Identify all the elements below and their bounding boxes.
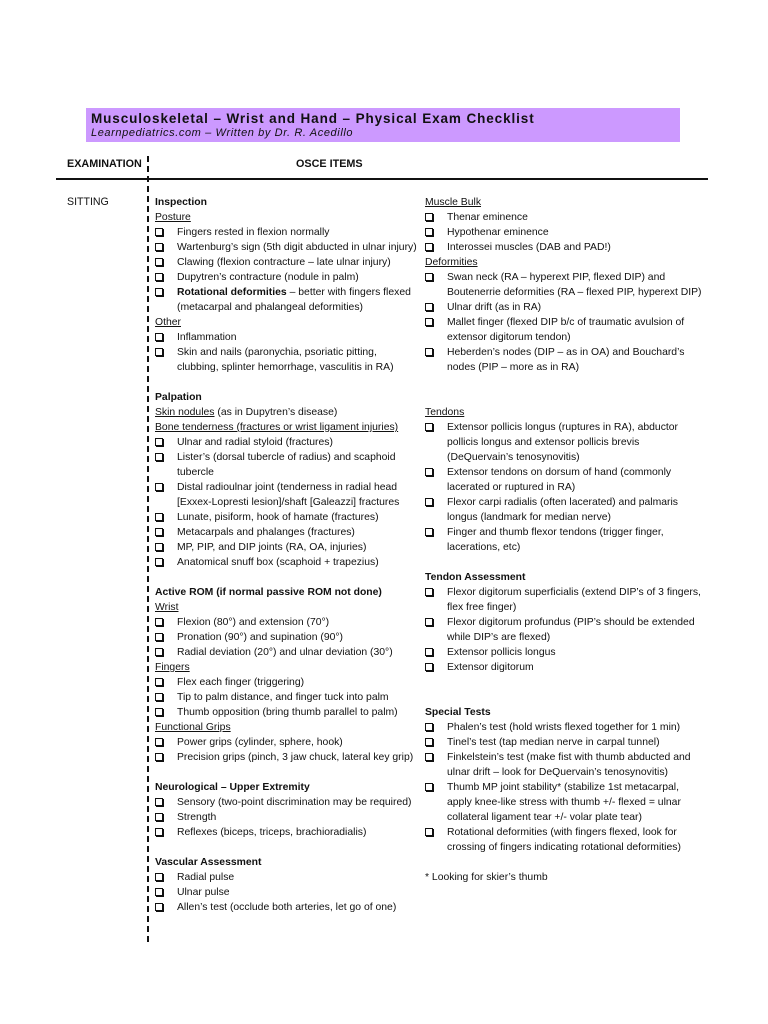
checklist-item: Pronation (90°) and supination (90°) <box>155 630 417 645</box>
checklist-item: Rotational deformities (with fingers flexed, look for crossing of fingers indicating rotational deformities) <box>425 825 705 855</box>
checkbox-icon[interactable] <box>155 483 163 491</box>
checkbox-icon[interactable] <box>155 453 163 461</box>
subsection-other: Other <box>155 317 181 328</box>
checklist-item: Wartenburg’s sign (5th digit abducted in ulnar injury) <box>155 240 417 255</box>
checklist-item: Distal radioulnar joint (tenderness in radial head [Exxex-Lopresti lesion]/shaft [Galeazzi] fractures <box>155 480 417 510</box>
checklist-item: Lister’s (dorsal tubercle of radius) and scaphoid tubercle <box>155 450 417 480</box>
checklist-item: Tinel’s test (tap median nerve in carpal tunnel) <box>425 735 705 750</box>
checklist-item: Reflexes (biceps, triceps, brachioradialis) <box>155 825 417 840</box>
subsection-tendons: Tendons <box>425 407 465 418</box>
checkbox-icon[interactable] <box>155 438 163 446</box>
subsection-posture: Posture <box>155 212 191 223</box>
checklist-item: Flexor carpi radialis (often lacerated) and palmaris longus (landmark for median nerve) <box>425 495 705 525</box>
checklist-item: Tip to palm distance, and finger tuck into palm <box>155 690 417 705</box>
subsection-functional-grips: Functional Grips <box>155 722 231 733</box>
checklist-item: Extensor tendons on dorsum of hand (commonly lacerated or ruptured in RA) <box>425 465 705 495</box>
checkbox-icon[interactable] <box>155 903 163 911</box>
checklist-item: Rotational deformities – better with fingers flexed (metacarpal and phalangeal deformities) <box>155 285 417 315</box>
checklist-item: Ulnar pulse <box>155 885 417 900</box>
checkbox-icon[interactable] <box>155 693 163 701</box>
section-palpation: Palpation <box>155 392 202 403</box>
checkbox-icon[interactable] <box>425 783 433 791</box>
checkbox-icon[interactable] <box>425 423 433 431</box>
document-title: Musculoskeletal – Wrist and Hand – Physical Exam Checklist <box>91 111 535 126</box>
special-tests-list <box>425 720 705 855</box>
checklist-item: Sensory (two-point discrimination may be required) <box>155 795 417 810</box>
checklist-item: Heberden’s nodes (DIP – as in OA) and Bouchard’s nodes (PIP – more as in RA) <box>425 345 705 375</box>
row-label-sitting: SITTING <box>67 196 109 208</box>
checklist-item: Dupytren’s contracture (nodule in palm) <box>155 270 417 285</box>
checkbox-icon[interactable] <box>155 648 163 656</box>
checkbox-icon[interactable] <box>155 708 163 716</box>
checklist-item: Strength <box>155 810 417 825</box>
checklist-item: Mallet finger (flexed DIP b/c of traumatic avulsion of extensor digitorum tendon) <box>425 315 705 345</box>
checkbox-icon[interactable] <box>155 528 163 536</box>
fingers-list <box>155 675 417 720</box>
checkbox-icon[interactable] <box>155 678 163 686</box>
section-vascular: Vascular Assessment <box>155 857 262 868</box>
checkbox-icon[interactable] <box>425 213 433 221</box>
other-list <box>155 330 417 375</box>
checkbox-icon[interactable] <box>425 348 433 356</box>
skin-nodules-line: Skin nodules (as in Dupytren’s disease) <box>155 407 338 418</box>
title-banner <box>86 108 680 142</box>
checkbox-icon[interactable] <box>425 723 433 731</box>
vascular-list <box>155 870 417 915</box>
checkbox-icon[interactable] <box>425 618 433 626</box>
checkbox-icon[interactable] <box>155 513 163 521</box>
checklist-item: Radial deviation (20°) and ulnar deviation (30°) <box>155 645 417 660</box>
checkbox-icon[interactable] <box>425 303 433 311</box>
tendon-assessment-list <box>425 585 705 675</box>
checklist-item: Finger and thumb flexor tendons (trigger finger, lacerations, etc) <box>425 525 705 555</box>
checkbox-icon[interactable] <box>425 318 433 326</box>
checkbox-icon[interactable] <box>155 558 163 566</box>
checklist-item: Thumb opposition (bring thumb parallel to palm) <box>155 705 417 720</box>
checkbox-icon[interactable] <box>155 813 163 821</box>
checklist-item: Extensor pollicis longus (ruptures in RA), abductor pollicis longus and extensor pollicis brevis (DeQuervain’s tenosynovitis) <box>425 420 705 465</box>
checkbox-icon[interactable] <box>425 663 433 671</box>
section-inspection: Inspection <box>155 197 207 208</box>
osce-column-header: OSCE ITEMS <box>296 158 363 170</box>
checklist-item: Precision grips (pinch, 3 jaw chuck, lateral key grip) <box>155 750 417 765</box>
checkbox-icon[interactable] <box>155 543 163 551</box>
checkbox-icon[interactable] <box>155 618 163 626</box>
examination-column-header: EXAMINATION <box>67 158 142 170</box>
subsection-fingers: Fingers <box>155 662 190 673</box>
checkbox-icon[interactable] <box>425 738 433 746</box>
checklist-item: Inflammation <box>155 330 417 345</box>
subsection-muscle-bulk: Muscle Bulk <box>425 197 482 208</box>
checklist-item: Anatomical snuff box (scaphoid + trapezius) <box>155 555 417 570</box>
checklist-item: Flexor digitorum profundus (PIP’s should be extended while DIP’s are flexed) <box>425 615 705 645</box>
checkbox-icon[interactable] <box>155 873 163 881</box>
checklist-item: Hypothenar eminence <box>425 225 705 240</box>
checkbox-icon[interactable] <box>155 258 163 266</box>
checkbox-icon[interactable] <box>155 228 163 236</box>
checkbox-icon[interactable] <box>425 228 433 236</box>
checkbox-icon[interactable] <box>155 348 163 356</box>
checklist-item: Phalen’s test (hold wrists flexed together for 1 min) <box>425 720 705 735</box>
checklist-item: Flex each finger (triggering) <box>155 675 417 690</box>
checkbox-icon[interactable] <box>155 798 163 806</box>
checklist-item: Radial pulse <box>155 870 417 885</box>
checkbox-icon[interactable] <box>155 888 163 896</box>
checklist-item: Finkelstein’s test (make fist with thumb abducted and ulnar drift – look for DeQuervain’s tenosynovitis) <box>425 750 705 780</box>
checkbox-icon[interactable] <box>155 738 163 746</box>
checkbox-icon[interactable] <box>425 528 433 536</box>
checkbox-icon[interactable] <box>425 468 433 476</box>
checklist-item: Thumb MP joint stability* (stabilize 1st metacarpal, apply knee-like stress with thumb +/- flexed = ulnar collateral ligament tear +/- volar plate tear) <box>425 780 705 825</box>
checkbox-icon[interactable] <box>425 753 433 761</box>
checkbox-icon[interactable] <box>425 498 433 506</box>
left-column <box>155 195 417 915</box>
checklist-item: Ulnar and radial styloid (fractures) <box>155 435 417 450</box>
subsection-wrist: Wrist <box>155 602 179 613</box>
checkbox-icon[interactable] <box>425 273 433 281</box>
checklist-item: Fingers rested in flexion normally <box>155 225 417 240</box>
checklist-item: Ulnar drift (as in RA) <box>425 300 705 315</box>
checklist-item: Extensor digitorum <box>425 660 705 675</box>
checkbox-icon[interactable] <box>155 333 163 341</box>
checkbox-icon[interactable] <box>155 828 163 836</box>
checklist-item: Flexion (80°) and extension (70°) <box>155 615 417 630</box>
section-tendon-assessment: Tendon Assessment <box>425 572 526 583</box>
checklist-item: MP, PIP, and DIP joints (RA, OA, injuries) <box>155 540 417 555</box>
subsection-bone-tenderness: Bone tenderness (fractures or wrist ligament injuries) <box>155 422 399 433</box>
section-neurological: Neurological – Upper Extremity <box>155 782 310 793</box>
deformities-list <box>425 270 705 375</box>
checkbox-icon[interactable] <box>155 633 163 641</box>
grips-list <box>155 735 417 765</box>
wrist-list <box>155 615 417 660</box>
column-divider <box>147 156 149 942</box>
subsection-deformities: Deformities <box>425 257 478 268</box>
checkbox-icon[interactable] <box>155 288 163 296</box>
checkbox-icon[interactable] <box>425 828 433 836</box>
neuro-list <box>155 795 417 840</box>
checklist-item: Clawing (flexion contracture – late ulnar injury) <box>155 255 417 270</box>
palpation-list <box>155 435 417 570</box>
bulk-list <box>425 210 705 255</box>
checklist-item: Swan neck (RA – hyperext PIP, flexed DIP) and Boutenerrie deformities (RA – flexed PIP, hyperext DIP) <box>425 270 705 300</box>
checklist-item: Allen’s test (occlude both arteries, let go of one) <box>155 900 417 915</box>
posture-list <box>155 225 417 315</box>
checklist-item: Interossei muscles (DAB and PAD!) <box>425 240 705 255</box>
checklist-item: Power grips (cylinder, sphere, hook) <box>155 735 417 750</box>
section-active-rom: Active ROM (if normal passive ROM not done) <box>155 587 382 598</box>
right-column <box>425 195 705 885</box>
document-subtitle: Learnpediatrics.com – Written by Dr. R. Acedillo <box>91 127 354 139</box>
section-special-tests: Special Tests <box>425 707 491 718</box>
header-rule <box>56 178 708 180</box>
checklist-item: Lunate, pisiform, hook of hamate (fractures) <box>155 510 417 525</box>
checkbox-icon[interactable] <box>425 243 433 251</box>
footnote: * Looking for skier’s thumb <box>425 872 548 883</box>
checkbox-icon[interactable] <box>155 273 163 281</box>
checkbox-icon[interactable] <box>425 648 433 656</box>
checklist-item: Flexor digitorum superficialis (extend DIP’s of 3 fingers, flex free finger) <box>425 585 705 615</box>
checklist-item: Metacarpals and phalanges (fractures) <box>155 525 417 540</box>
checkbox-icon[interactable] <box>425 588 433 596</box>
checkbox-icon[interactable] <box>155 753 163 761</box>
checkbox-icon[interactable] <box>155 243 163 251</box>
checklist-item: Extensor pollicis longus <box>425 645 705 660</box>
checklist-item: Skin and nails (paronychia, psoriatic pitting, clubbing, splinter hemorrhage, vasculitis in RA) <box>155 345 417 375</box>
tendons-list <box>425 420 705 555</box>
checklist-item: Thenar eminence <box>425 210 705 225</box>
